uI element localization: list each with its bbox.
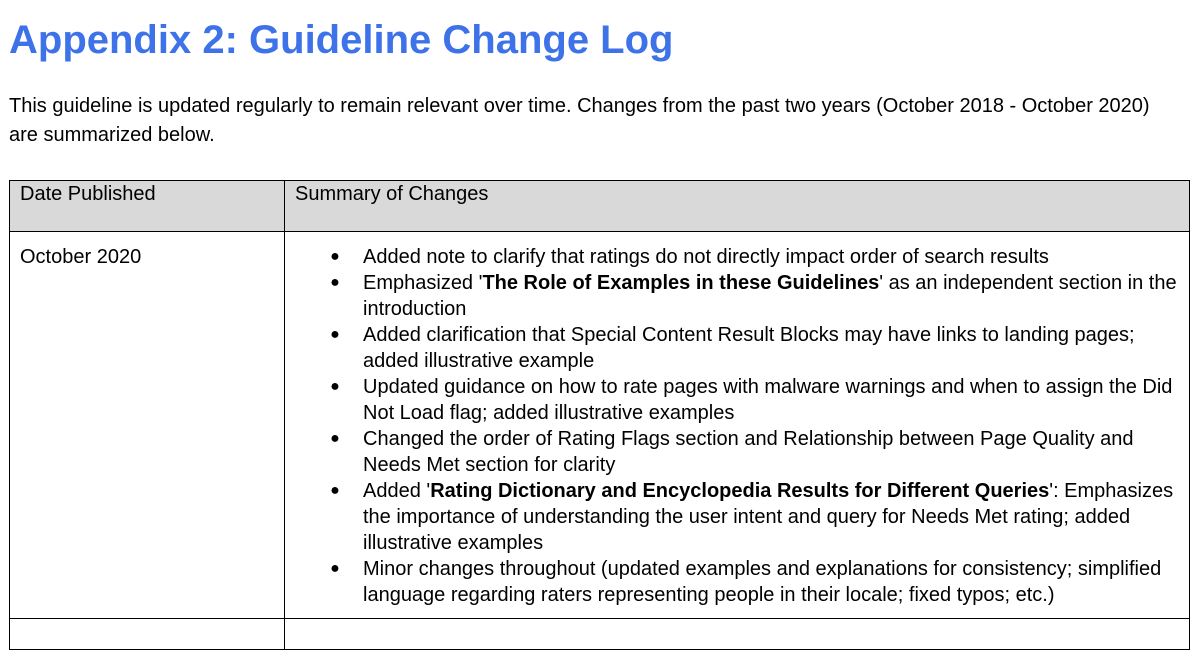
list-item bbox=[285, 478, 1179, 556]
list-item bbox=[285, 270, 1179, 322]
intro-paragraph: This guideline is updated regularly to remain relevant over time. Changes from the past two years (October 2018 - October 2020) are summarized below. bbox=[9, 95, 1150, 146]
table-row bbox=[10, 232, 1190, 619]
header-summary-of-changes: Summary of Changes bbox=[285, 181, 1190, 232]
list-item bbox=[285, 244, 1179, 270]
page-title: Appendix 2: Guideline Change Log bbox=[9, 18, 674, 62]
change-text: Updated guidance on how to rate pages with malware warnings and when to assign the Did Not Load flag; added illustrative examples bbox=[363, 376, 1173, 424]
change-text: ' as an independent section in the introduction bbox=[363, 272, 1177, 320]
bullet-icon: ● bbox=[330, 482, 340, 499]
table-header-row bbox=[10, 181, 1190, 232]
bullet-icon: ● bbox=[330, 274, 340, 291]
empty-date-cell bbox=[10, 619, 285, 650]
changes-list bbox=[285, 244, 1179, 608]
bullet-icon: ● bbox=[330, 560, 340, 577]
list-item bbox=[285, 322, 1179, 374]
date-cell: October 2020 bbox=[10, 232, 285, 619]
bullet-icon: ● bbox=[330, 378, 340, 395]
list-item bbox=[285, 556, 1179, 608]
bullet-icon: ● bbox=[330, 248, 340, 265]
list-item bbox=[285, 426, 1179, 478]
change-text: Minor changes throughout (updated examples and explanations for consistency; simplified language regarding raters representing people in their locale; fixed typos; etc.) bbox=[363, 558, 1162, 606]
bullet-icon: ● bbox=[330, 326, 340, 343]
table-row-next bbox=[10, 619, 1190, 650]
change-emphasis: Rating Dictionary and Encyclopedia Results for Different Queries bbox=[430, 480, 1050, 502]
summary-cell bbox=[285, 232, 1190, 619]
empty-summary-cell bbox=[285, 619, 1190, 650]
change-text: Changed the order of Rating Flags section and Relationship between Page Quality and Needs Met section for clarity bbox=[363, 428, 1134, 476]
change-text: Added ' bbox=[363, 480, 431, 502]
header-date-published: Date Published bbox=[10, 181, 285, 232]
change-text: Emphasized ' bbox=[363, 272, 483, 294]
list-item bbox=[285, 374, 1179, 426]
change-text: Added clarification that Special Content Result Blocks may have links to landing pages; added illustrative example bbox=[363, 324, 1135, 372]
change-emphasis: The Role of Examples in these Guidelines bbox=[482, 272, 880, 294]
change-log-table bbox=[9, 180, 1190, 650]
bullet-icon: ● bbox=[330, 430, 340, 447]
change-text: Added note to clarify that ratings do not directly impact order of search results bbox=[363, 246, 1049, 268]
change-text: ': Emphasizes the importance of understanding the user intent and query for Needs Met rating; added illustrative examples bbox=[363, 480, 1174, 554]
